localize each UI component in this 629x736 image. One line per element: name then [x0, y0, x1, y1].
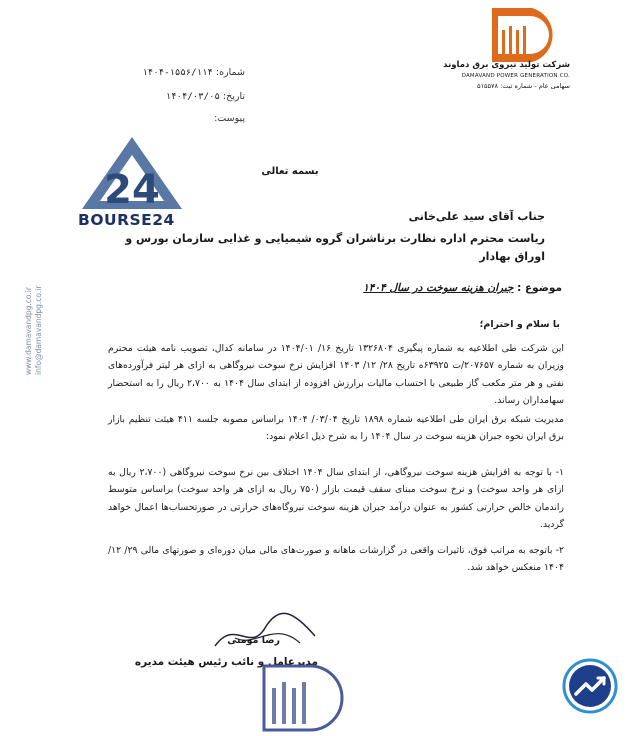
- letter-number-value: ۱۵۵۶/۱۱۴-۱۴۰۴: [142, 68, 213, 78]
- bourse24-logo-icon: [78, 135, 186, 213]
- body-paragraph-3: ۱- با توجه به افزایش هزینه سوخت نیروگاهی، از ابتدای سال ۱۴۰۴ اختلاف بین نرخ سوخت نیروگاهی (۲،۷۰۰ ریال به ازای هر واحد سوخت) و نرخ سوخت مبنای سقف قیمت بازار (۷۵۰ ریال به ازای هر واحد سوخت) براساس متوسط راندمان خالص حرارتی کشور به عنوان درآمد جبران هزینه سوخت نیروگاه‌های حرارتی در صورتحساب‌ها اعمال خواهد گردید.: [108, 467, 564, 531]
- subject-text: جبران هزینه سوخت در سال ۱۴۰۴: [363, 282, 514, 294]
- letter-number-label: شماره:: [215, 67, 245, 78]
- signatory-name: رضا مومنی: [227, 635, 280, 646]
- company-stamp: [258, 660, 344, 736]
- letter-attachment: [120, 112, 245, 126]
- signature-scribble: [205, 608, 325, 658]
- body-paragraph-2: مدیریت شبکه برق ایران طی اطلاعیه شماره ۱۸۹۸ تاریخ ۰۳/۰۴/ ۱۴۰۴ براساس مصوبه جلسه ۴۱۱ هیئت تنظیم بازار برق ایران نحوه جبران هزینه سوخت در سال ۱۴۰۴ را به شرح ذیل اعلام نمود:: [108, 414, 564, 443]
- letter-date-value: ۱۴۰۴/۰۳/۰۵: [165, 92, 220, 102]
- letter-date: [120, 90, 245, 104]
- chart-badge-icon: [562, 658, 618, 714]
- svg-text:24: 24: [104, 167, 160, 213]
- side-email: info@damavandpg.co.ir: [34, 285, 43, 375]
- addressee-title: ریاست محترم اداره نظارت برناشران گروه شیمیایی و غذایی سازمان بورس و اوراق بهادار: [125, 232, 545, 263]
- letter-attachment-label: پیوست:: [214, 113, 245, 124]
- signatory-title: مدیرعامل و نائب رئیس هیئت مدیره: [134, 656, 318, 668]
- letter-date-label: تاریخ:: [222, 91, 245, 102]
- body-paragraph-4: ۲- باتوجه به مراتب فوق، تاثیرات واقعی در گزارشات ماهانه و صورت‌های مالی میان دوره‌ای و صورتهای مالی ۲۹/ ۱۲/ ۱۴۰۴ منعکس خواهد شد.: [108, 545, 564, 574]
- letter-heading: بسمه تعالی: [261, 166, 319, 177]
- company-logo: [488, 4, 574, 62]
- company-name: شرکت تولید نیروی برق دماوند: [443, 60, 570, 70]
- side-contacts: [24, 215, 44, 375]
- letter-number: [120, 66, 245, 80]
- company-name-english: DAMAVAND POWER GENERATION CO.: [461, 73, 570, 79]
- company-registration: سهامی عام - شماره ثبت: ۵۱۵۵۷۸: [477, 82, 570, 90]
- bourse24-logo-text: BOURSE24: [78, 211, 175, 229]
- letter-subject: [280, 280, 562, 296]
- addressee-name: جناب آقای سید علی‌خانی: [408, 210, 545, 223]
- side-website: www.damavandpg.co.ir: [24, 287, 33, 375]
- greeting: با سلام و احترام؛: [479, 319, 560, 330]
- body-paragraph-1: این شرکت طی اطلاعیه به شماره پیگیری ۱۳۲۶۸۰۴ تاریخ ۱۶/ ۱۴۰۴/۰۱ در سامانه کدال، تصویب نامه هیئت محترم وزیران به شماره ۲۰۷۶۵۷/ت ۶۳۹۲۵ه تاریخ ۲۸/ ۱۲/ ۱۴۰۳ افزایش نرخ سوخت نیروگاهی به ازای هر لیتر فرآورده‌های نفتی و هر متر مکعب گاز طبیعی با احتساب مالیات برارزش افزوده از ابتدای سال ۱۴۰۴ به ۲،۷۰۰ ریال را به استحضار سهامداران رساند.: [108, 343, 565, 407]
- subject-label: موضوع :: [517, 282, 562, 294]
